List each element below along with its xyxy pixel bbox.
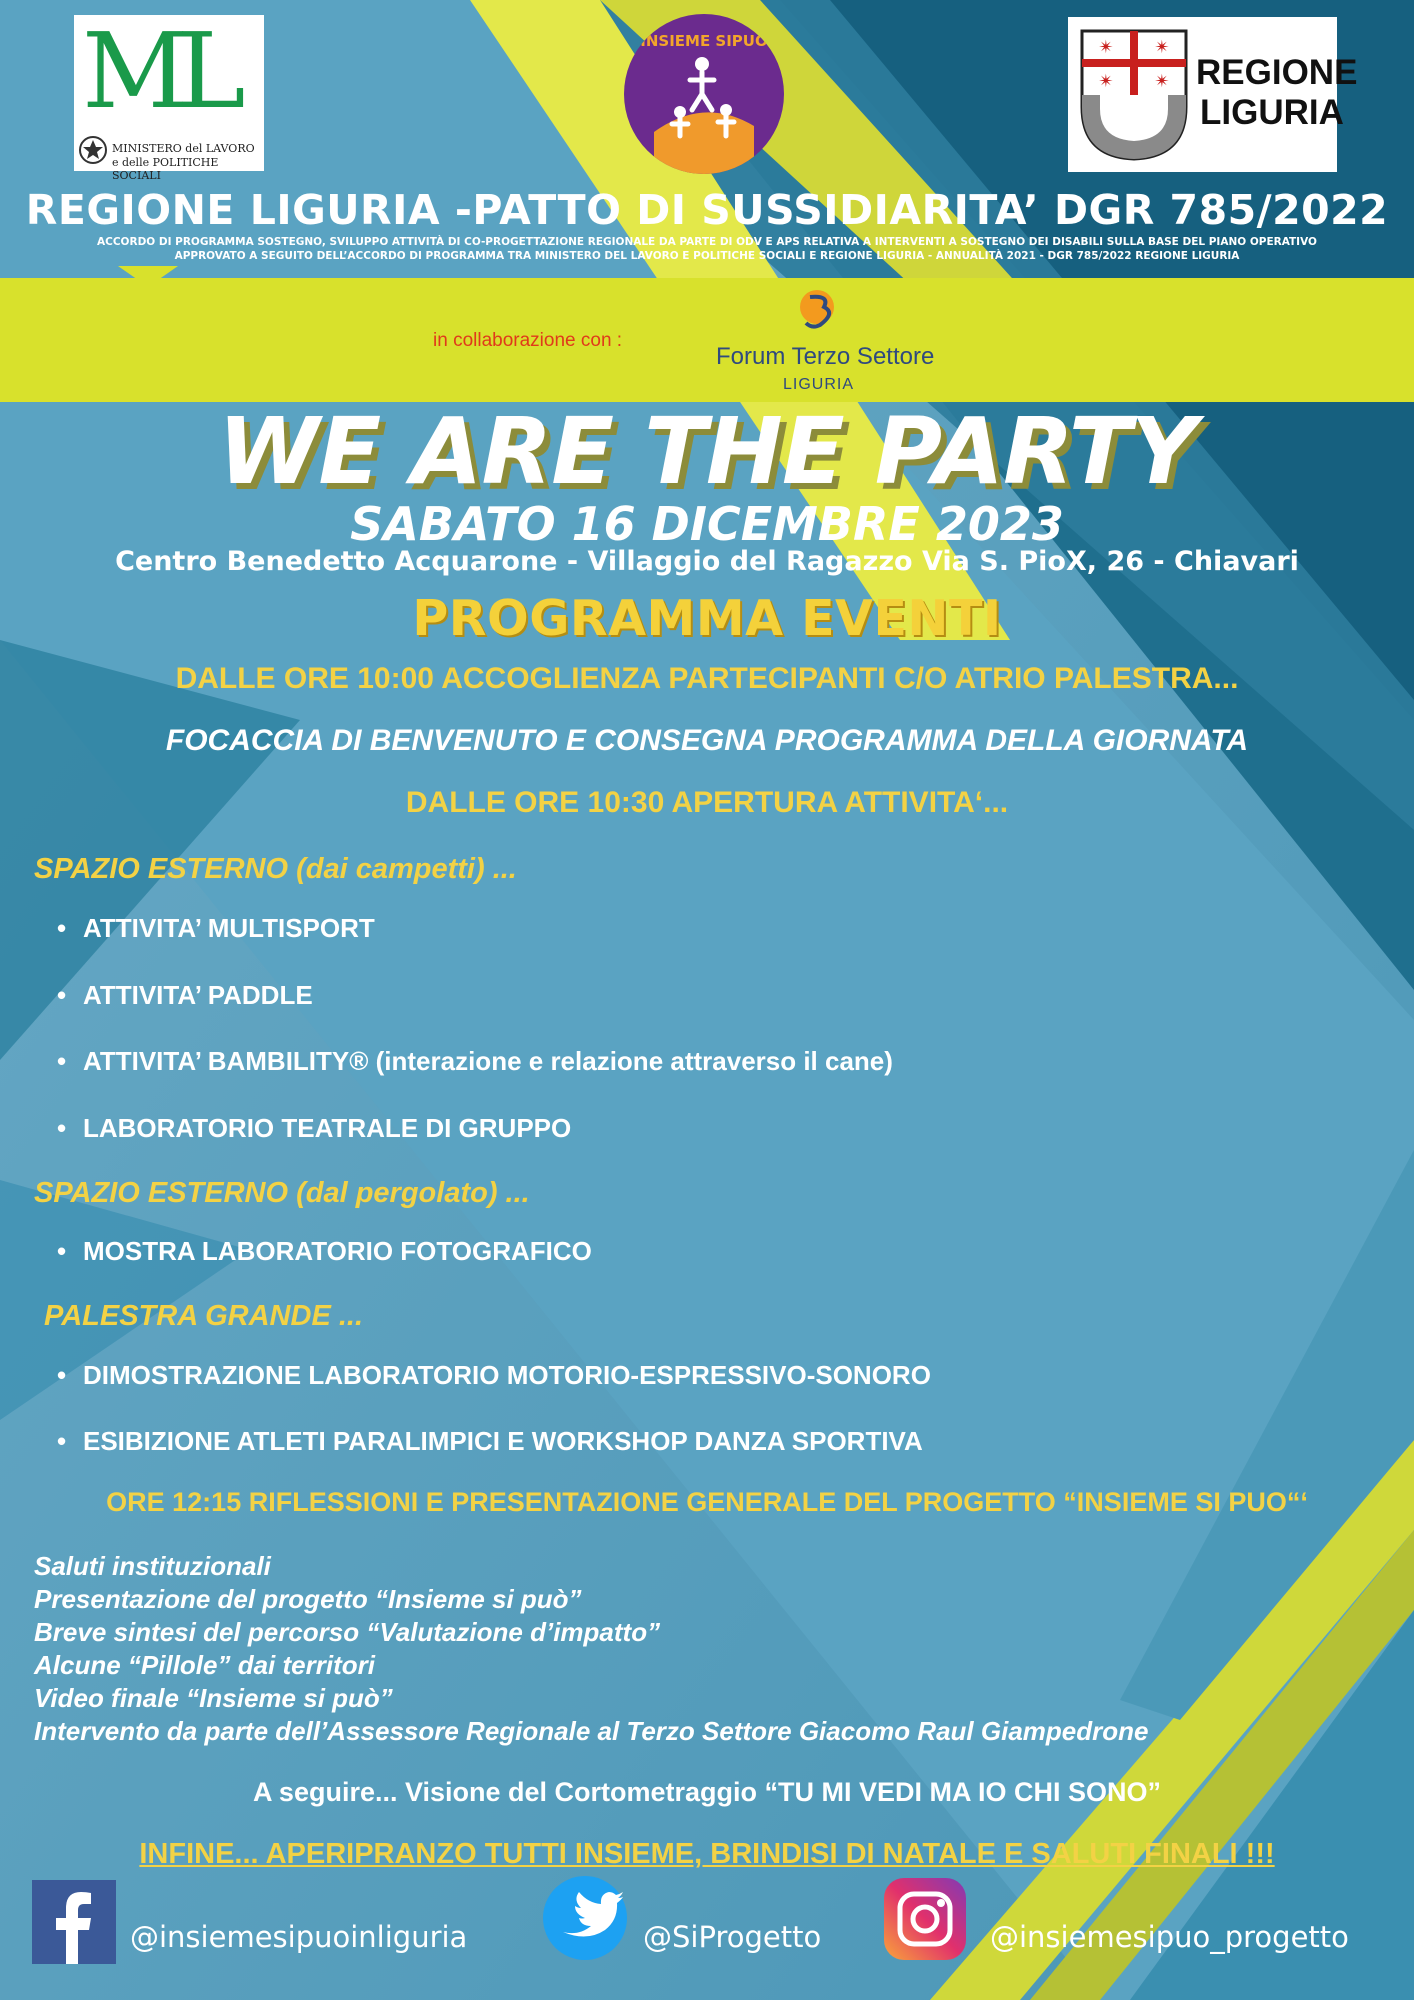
people-icon [624, 14, 784, 174]
list-item: • ATTIVITA’ PADDLE [83, 980, 313, 1011]
svg-text:✴: ✴ [1098, 71, 1114, 92]
ministero-text-2: e delle POLITICHE SOCIALI [112, 156, 219, 182]
program-line-6: INFINE... APERIPRANZO TUTTI INSIEME, BRINDISI DI NATALE E SALUTI FINALI !!! [139, 1838, 1275, 1870]
forum-name: Forum Terzo Settore [716, 343, 935, 370]
list-item: • ESIBIZIONE ATLETI PARALIMPICI E WORKSHOP DANZA SPORTIVA [83, 1426, 923, 1457]
ministero-text-1: MINISTERO del LAVORO [112, 142, 255, 155]
program-line-3: DALLE ORE 10:30 APERTURA ATTIVITA‘... [405, 786, 1009, 819]
program-line-2: FOCACCIA DI BENVENUTO E CONSEGNA PROGRAMMA DELLA GIORNATA [165, 724, 1249, 757]
insieme-sipuo-logo [624, 14, 784, 174]
svg-text:✴: ✴ [1154, 71, 1170, 92]
agenda-item: Alcune “Pillole” dai territori [34, 1650, 375, 1680]
insieme-logo-text: INSIEME SIPUO [640, 32, 768, 50]
svg-text:✴: ✴ [1098, 37, 1114, 58]
program-line-4: ORE 12:15 RIFLESSIONI E PRESENTAZIONE GENERALE DEL PROGETTO “INSIEME SI PUO“‘ [106, 1487, 1308, 1517]
instagram-handle: @insiemesipuo_progetto [990, 1920, 1349, 1954]
program-line-5: A seguire... Visione del Cortometraggio “TU MI VEDI MA IO CHI SONO” [252, 1777, 1162, 1807]
event-venue: Centro Benedetto Acquarone - Villaggio del Ragazzo Via S. PioX, 26 - Chiavari [115, 546, 1299, 577]
twitter-handle: @SiProgetto [643, 1920, 822, 1954]
header-title: REGIONE LIGURIA -PATTO DI SUSSIDIARITA’ DGR 785/2022 [25, 186, 1389, 234]
facebook-handle: @insiemesipuoinliguria [130, 1920, 468, 1954]
forum-subtitle: LIGURIA [783, 376, 855, 393]
list-item: • ATTIVITA’ BAMBILITY® (interazione e relazione attraverso il cane) [83, 1046, 893, 1077]
section-heading-campetti: SPAZIO ESTERNO (dai campetti) ... [34, 853, 517, 885]
list-item: • ATTIVITA’ MULTISPORT [83, 913, 375, 944]
regione-shield-icon [1074, 25, 1194, 165]
band-notch-icon [118, 266, 178, 284]
programma-heading: PROGRAMMA EVENTI [412, 590, 1002, 647]
event-title: WE ARE THE PARTY [217, 398, 1197, 505]
regione-liguria-logo [1068, 17, 1358, 172]
agenda-item: Intervento da parte dell’Assessore Regionale al Terzo Settore Giacomo Raul Giampedrone [34, 1716, 1149, 1746]
twitter-icon [543, 1876, 627, 1960]
list-item: • DIMOSTRAZIONE LABORATORIO MOTORIO-ESPRESSIVO-SONORO [83, 1360, 931, 1391]
event-date: SABATO 16 DICEMBRE 2023 [350, 497, 1064, 551]
svg-text:✴: ✴ [1154, 37, 1170, 58]
regione-text-1: REGIONE [1196, 53, 1358, 92]
instagram-icon [884, 1878, 966, 1960]
header-subtitle-1: ACCORDO DI PROGRAMMA SOSTEGNO, SVILUPPO ATTIVITÀ DI CO-PROGETTAZIONE REGIONALE DA PARTE DI ODV E APS RELATIVA A INTERVENTI A SOSTEGNO DEI DISABILI SULLA BASE DEL PIANO OPERATIVO [97, 236, 1317, 248]
agenda-item: Breve sintesi del percorso “Valutazione d’impatto” [34, 1617, 661, 1647]
list-item: • MOSTRA LABORATORIO FOTOGRAFICO [83, 1236, 592, 1267]
collaboration-band [0, 278, 1414, 402]
ministero-logo [74, 10, 264, 182]
regione-text-2: LIGURIA [1200, 93, 1344, 132]
agenda-item: Presentazione del progetto “Insieme si può” [34, 1584, 582, 1614]
section-heading-palestra: PALESTRA GRANDE ... [44, 1300, 364, 1332]
list-item: • LABORATORIO TEATRALE DI GRUPPO [83, 1113, 571, 1144]
ministero-monogram: ML [82, 10, 234, 132]
section-heading-pergolato: SPAZIO ESTERNO (dal pergolato) ... [34, 1177, 530, 1209]
facebook-icon [32, 1880, 116, 1964]
agenda-item: Saluti instituzionali [34, 1551, 271, 1581]
header-subtitle-2: APPROVATO A SEGUITO DELL’ACCORDO DI PROGRAMMA TRA MINISTERO DEL LAVORO E POLITICHE SOCIALI E REGIONE LIGURIA - ANNUALITÀ 2021 - DGR 785/2022 REGIONE LIGURIA [174, 250, 1240, 262]
emblem-icon [78, 133, 108, 167]
collaboration-label: in collaborazione con : [433, 330, 623, 351]
forum-logo-icon [790, 285, 848, 343]
program-line-1: DALLE ORE 10:00 ACCOGLIENZA PARTECIPANTI C/O ATRIO PALESTRA... [175, 662, 1239, 695]
agenda-item: Video finale “Insieme si può” [34, 1683, 393, 1713]
